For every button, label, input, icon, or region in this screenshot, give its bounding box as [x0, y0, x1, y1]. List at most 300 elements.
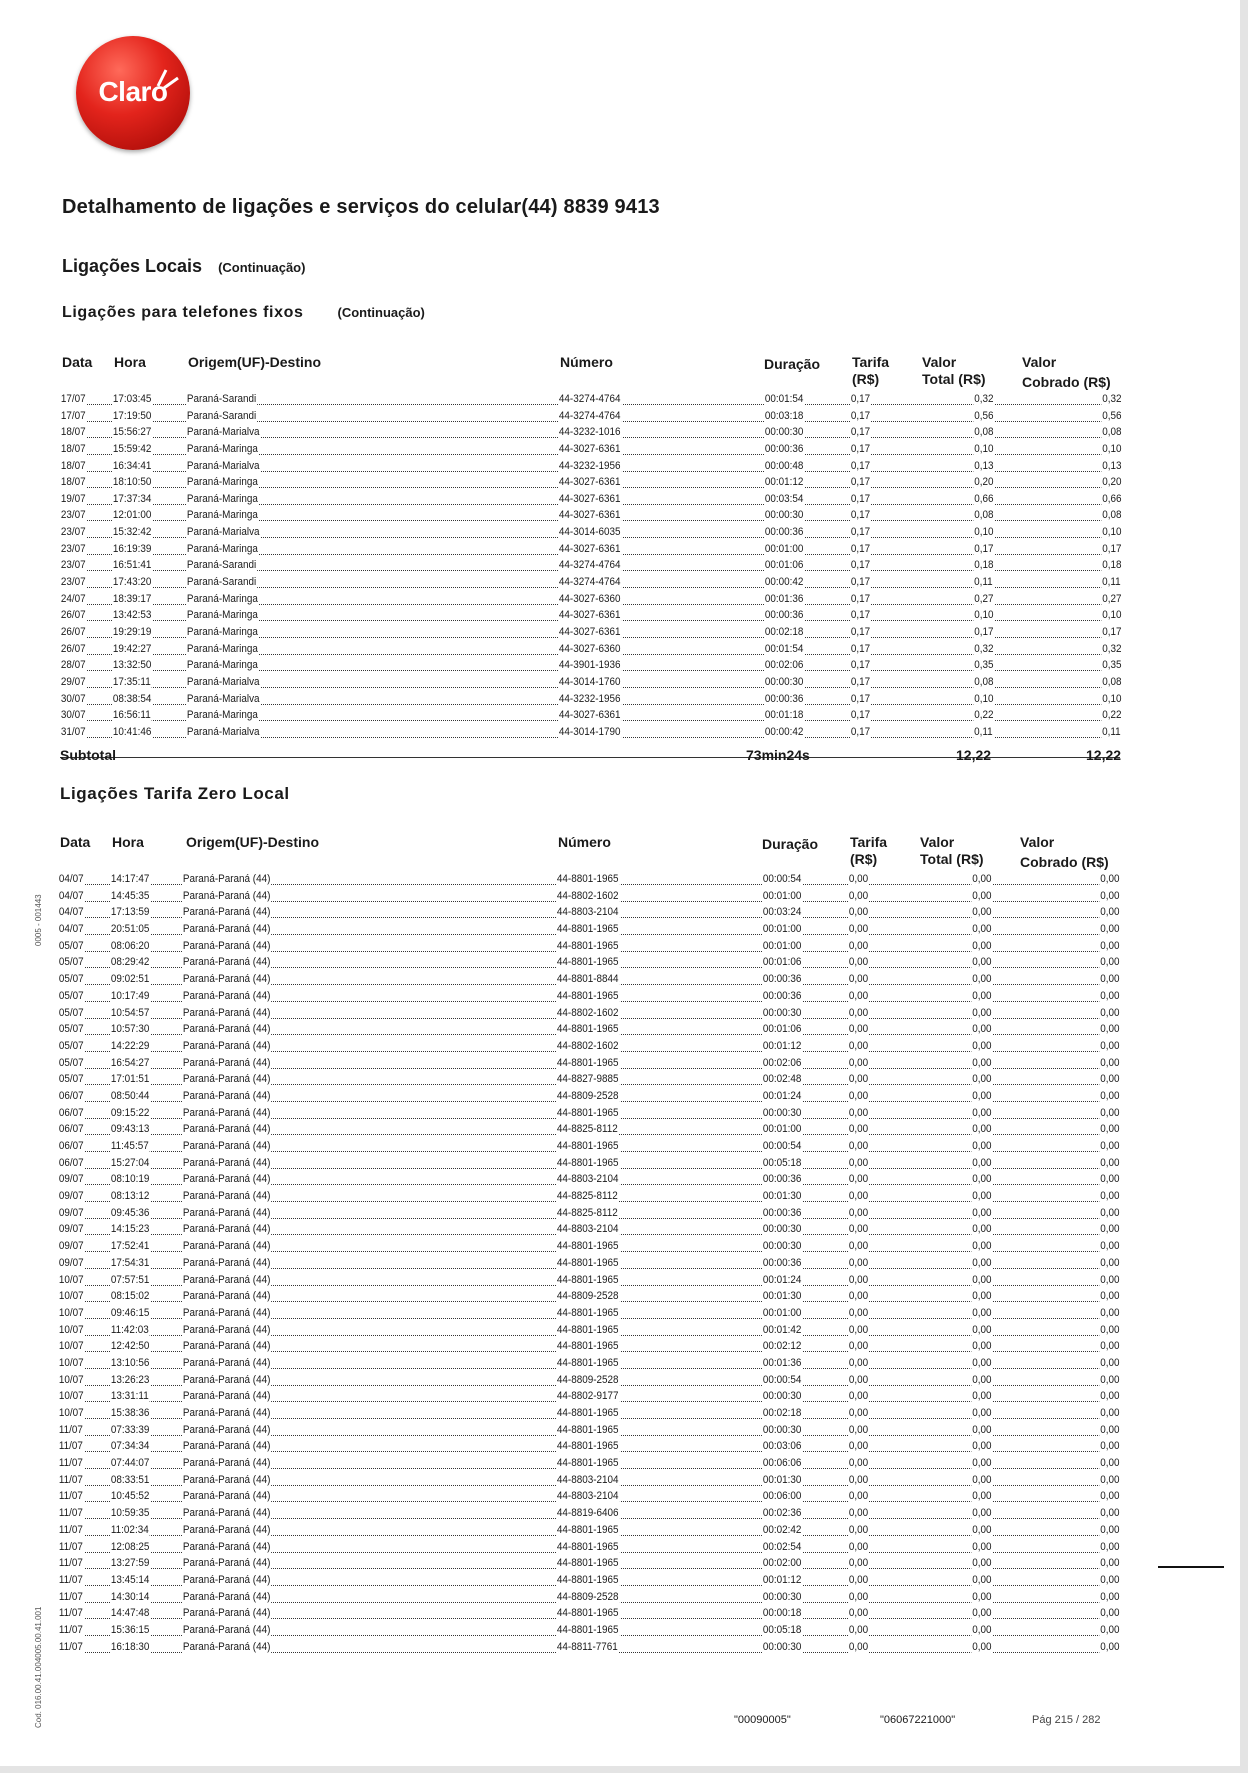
cell-origem: Paraná-Paraná (44) — [182, 1073, 271, 1086]
cell-hora: 17:43:20 — [112, 576, 152, 589]
margin-code-top: 0005 - 001443 — [34, 894, 43, 946]
cell-origem: Paraná-Paraná (44) — [182, 906, 271, 919]
cell-numero: 44-8801-1965 — [556, 1156, 619, 1169]
cell-tarifa: 0,17 — [850, 609, 871, 622]
cell-valor-total: 0,00 — [971, 1089, 992, 1102]
cell-duracao: 00:00:36 — [762, 1206, 802, 1219]
cell-duracao: 00:01:06 — [762, 956, 802, 969]
cell-origem: Paraná-Paraná (44) — [182, 1507, 271, 1520]
table-row — [0, 1640, 1248, 1657]
cell-hora: 09:15:22 — [110, 1106, 150, 1119]
table-row — [0, 425, 1248, 442]
cell-duracao: 00:01:06 — [764, 559, 804, 572]
table-row — [0, 708, 1248, 725]
cell-numero: 44-3274-4764 — [558, 409, 621, 422]
cell-valor-cobrado: 0,22 — [1101, 709, 1122, 722]
cell-data: 10/07 — [58, 1407, 84, 1419]
cell-hora: 07:34:34 — [110, 1440, 150, 1453]
cell-duracao: 00:01:36 — [762, 1356, 802, 1369]
cell-valor-cobrado: 0,00 — [1099, 1206, 1120, 1219]
cell-hora: 13:32:50 — [112, 659, 152, 672]
table-row — [0, 1590, 1248, 1607]
cell-tarifa: 0,17 — [850, 409, 871, 422]
cell-duracao: 00:03:18 — [764, 409, 804, 422]
table-row — [0, 1239, 1248, 1256]
cell-valor-total: 0,00 — [971, 1473, 992, 1486]
table-row — [0, 1473, 1248, 1490]
cell-duracao: 00:00:30 — [762, 1006, 802, 1019]
cell-hora: 14:47:48 — [110, 1607, 150, 1620]
cell-numero: 44-8802-1602 — [556, 889, 619, 902]
cell-numero: 44-3014-6035 — [558, 526, 621, 539]
cell-valor-total: 0,00 — [971, 1640, 992, 1653]
cell-duracao: 00:01:12 — [762, 1573, 802, 1586]
cell-valor-cobrado: 0,00 — [1099, 1407, 1120, 1419]
cell-hora: 14:45:35 — [110, 889, 150, 902]
cell-tarifa: 0,00 — [848, 973, 869, 986]
cell-hora: 11:42:03 — [110, 1323, 149, 1336]
cell-tarifa: 0,00 — [848, 923, 869, 936]
cell-origem: Paraná-Paraná (44) — [182, 1590, 271, 1603]
cell-numero: 44-8801-1965 — [556, 1273, 619, 1286]
cell-valor-cobrado: 0,00 — [1099, 1623, 1120, 1636]
cell-duracao: 00:00:36 — [762, 973, 802, 986]
cell-data: 10/07 — [58, 1356, 84, 1369]
cell-hora: 13:26:23 — [110, 1373, 150, 1386]
cell-origem: Paraná-Maringa — [186, 442, 258, 455]
cell-duracao: 00:06:00 — [762, 1490, 802, 1503]
cell-data: 09/07 — [58, 1173, 84, 1186]
cell-data: 11/07 — [58, 1540, 83, 1553]
header2-hora: Hora — [112, 834, 144, 850]
cell-numero: 44-8801-1965 — [556, 873, 619, 885]
cell-origem: Paraná-Maringa — [186, 659, 258, 672]
cell-valor-total: 0,10 — [973, 442, 994, 455]
cell-duracao: 00:00:30 — [762, 1223, 802, 1236]
cell-hora: 15:27:04 — [110, 1156, 150, 1169]
cell-duracao: 00:03:24 — [762, 906, 802, 919]
cell-hora: 16:18:30 — [110, 1640, 150, 1653]
cell-data: 18/07 — [60, 426, 86, 439]
cell-tarifa: 0,17 — [850, 642, 871, 655]
cell-tarifa: 0,00 — [848, 889, 869, 902]
cell-tarifa: 0,00 — [848, 1290, 869, 1303]
cell-duracao: 00:00:48 — [764, 459, 804, 472]
cell-data: 11/07 — [58, 1623, 83, 1636]
cell-hora: 17:13:59 — [110, 906, 150, 919]
cell-hora: 10:57:30 — [110, 1023, 150, 1036]
cell-numero: 44-3014-1760 — [558, 675, 621, 688]
cell-valor-cobrado: 0,00 — [1099, 1557, 1120, 1570]
section2-title: Ligações Tarifa Zero Local — [60, 784, 290, 803]
cell-duracao: 00:00:54 — [762, 873, 802, 885]
cell-tarifa: 0,17 — [850, 459, 871, 472]
cell-numero: 44-8801-1965 — [556, 1407, 619, 1419]
cell-origem: Paraná-Sarandi — [186, 409, 257, 422]
cell-duracao: 00:00:54 — [762, 1373, 802, 1386]
table-row — [0, 1540, 1248, 1557]
cell-tarifa: 0,00 — [848, 1190, 869, 1203]
cell-tarifa: 0,00 — [848, 1156, 869, 1169]
cell-data: 05/07 — [58, 1023, 84, 1036]
cell-data: 11/07 — [58, 1440, 83, 1453]
cell-valor-cobrado: 0,00 — [1099, 906, 1120, 919]
cell-tarifa: 0,00 — [848, 1089, 869, 1102]
cell-duracao: 00:02:00 — [762, 1557, 802, 1570]
cell-valor-cobrado: 0,11 — [1102, 576, 1122, 589]
cell-tarifa: 0,00 — [848, 1540, 869, 1553]
cell-duracao: 00:05:18 — [762, 1623, 802, 1636]
cell-valor-total: 0,00 — [971, 906, 992, 919]
cell-origem: Paraná-Marialva — [186, 675, 260, 688]
cell-valor-cobrado: 0,00 — [1099, 1290, 1120, 1303]
cell-hora: 12:08:25 — [110, 1540, 150, 1553]
cell-hora: 16:19:39 — [112, 542, 152, 555]
cell-valor-total: 0,00 — [971, 956, 992, 969]
cell-data: 05/07 — [58, 1073, 84, 1086]
footer-page: Pág 215 / 282 — [1032, 1714, 1101, 1726]
cell-origem: Paraná-Paraná (44) — [182, 1106, 271, 1119]
table-row — [0, 1456, 1248, 1473]
cell-hora: 19:29:19 — [112, 625, 152, 638]
cell-valor-cobrado: 0,27 — [1101, 592, 1122, 605]
cell-numero: 44-3027-6361 — [558, 509, 621, 522]
cell-data: 09/07 — [58, 1223, 84, 1236]
cell-origem: Paraná-Paraná (44) — [182, 1473, 271, 1486]
cell-valor-cobrado: 0,08 — [1101, 675, 1122, 688]
cell-data: 19/07 — [60, 492, 86, 505]
cell-origem: Paraná-Maringa — [186, 625, 258, 638]
cell-valor-cobrado: 0,00 — [1099, 1440, 1120, 1453]
cell-valor-cobrado: 0,00 — [1099, 1573, 1120, 1586]
cell-data: 06/07 — [58, 1156, 84, 1169]
cell-duracao: 00:00:30 — [762, 1423, 802, 1436]
cell-hora: 10:41:46 — [112, 725, 152, 738]
cell-valor-cobrado: 0,35 — [1101, 659, 1122, 672]
cell-valor-cobrado: 0,08 — [1101, 509, 1122, 522]
header-duracao: Duração — [764, 356, 821, 372]
cell-origem: Paraná-Paraná (44) — [182, 1423, 271, 1436]
cell-hora: 08:38:54 — [112, 692, 152, 705]
cell-duracao: 00:00:30 — [764, 426, 804, 439]
cell-duracao: 00:01:30 — [762, 1290, 802, 1303]
cell-hora: 17:01:51 — [110, 1073, 150, 1086]
header2-origem: Origem(UF)-Destino — [186, 834, 319, 850]
cell-data: 10/07 — [58, 1373, 84, 1386]
cell-origem: Paraná-Paraná (44) — [182, 1039, 271, 1052]
cell-origem: Paraná-Maringa — [186, 642, 258, 655]
cell-hora: 16:56:11 — [112, 709, 151, 722]
cell-valor-total: 0,00 — [971, 1607, 992, 1620]
cell-duracao: 00:01:12 — [764, 476, 804, 489]
table-row — [0, 1006, 1248, 1023]
cell-valor-cobrado: 0,00 — [1099, 1306, 1120, 1319]
cell-numero: 44-8803-2104 — [556, 1173, 619, 1186]
cell-origem: Paraná-Paraná (44) — [182, 1190, 271, 1203]
cell-hora: 17:52:41 — [110, 1240, 150, 1253]
subsection-subtitle: (Continuação) — [337, 305, 425, 320]
cell-valor-total: 0,00 — [971, 873, 992, 885]
cell-data: 28/07 — [60, 659, 86, 672]
header2-valor-cobrado-line2: Cobrado (R$) — [1020, 854, 1109, 870]
cell-valor-total: 0,56 — [973, 409, 994, 422]
header2-data: Data — [60, 834, 91, 850]
header-numero: Número — [560, 354, 613, 370]
cell-hora: 08:06:20 — [110, 939, 150, 952]
cell-duracao: 00:02:36 — [762, 1507, 802, 1520]
cell-valor-cobrado: 0,00 — [1099, 1590, 1120, 1603]
cell-hora: 07:57:51 — [110, 1273, 150, 1286]
cell-origem: Paraná-Paraná (44) — [182, 1440, 271, 1453]
table-row — [0, 1156, 1248, 1173]
table-row — [0, 1039, 1248, 1056]
cell-data: 05/07 — [58, 989, 84, 1002]
cell-data: 23/07 — [60, 576, 86, 589]
claro-logo — [76, 36, 190, 150]
cell-numero: 44-3014-1790 — [558, 725, 621, 738]
cell-valor-total: 0,00 — [971, 1006, 992, 1019]
cell-numero: 44-8801-1965 — [556, 1256, 619, 1269]
cell-valor-cobrado: 0,00 — [1099, 1156, 1120, 1169]
table-row — [0, 905, 1248, 922]
cell-duracao: 00:00:36 — [764, 609, 804, 622]
cell-tarifa: 0,00 — [848, 1607, 869, 1620]
table-row — [0, 1523, 1248, 1540]
cell-data: 05/07 — [58, 1039, 84, 1052]
cell-duracao: 00:05:18 — [762, 1156, 802, 1169]
cell-origem: Paraná-Marialva — [186, 426, 260, 439]
cell-numero: 44-3027-6361 — [558, 625, 621, 638]
table-row — [0, 1139, 1248, 1156]
cell-hora: 10:17:49 — [110, 989, 150, 1002]
cell-tarifa: 0,17 — [850, 542, 871, 555]
cell-tarifa: 0,00 — [848, 873, 869, 885]
cell-valor-total: 0,00 — [971, 1023, 992, 1036]
cell-hora: 14:15:23 — [110, 1223, 150, 1236]
cell-valor-cobrado: 0,00 — [1099, 1323, 1120, 1336]
header-tarifa-line1: Tarifa — [852, 354, 890, 370]
cell-tarifa: 0,17 — [850, 659, 871, 672]
cell-data: 09/07 — [58, 1256, 84, 1269]
cell-numero: 44-8803-2104 — [556, 906, 619, 919]
header2-tarifa — [850, 834, 887, 868]
table-row — [0, 1423, 1248, 1440]
header-tarifa — [852, 354, 889, 388]
subsection-title — [62, 304, 425, 322]
cell-valor-total: 0,00 — [971, 1273, 992, 1286]
cell-hora: 17:37:34 — [112, 492, 152, 505]
cell-tarifa: 0,00 — [848, 1039, 869, 1052]
cell-valor-total: 0,00 — [971, 1523, 992, 1536]
table-row — [0, 442, 1248, 459]
cell-tarifa: 0,00 — [848, 1590, 869, 1603]
header2-tarifa-line1: Tarifa — [850, 834, 888, 850]
cell-valor-total: 0,00 — [971, 1390, 992, 1403]
cell-numero: 44-3027-6361 — [558, 542, 621, 555]
cell-data: 10/07 — [58, 1323, 84, 1336]
table-row — [0, 1172, 1248, 1189]
cell-duracao: 00:01:30 — [762, 1190, 802, 1203]
table-local-fixos — [0, 392, 1248, 741]
cell-hora: 15:56:27 — [112, 426, 152, 439]
cell-origem: Paraná-Marialva — [186, 725, 260, 738]
cell-data: 18/07 — [60, 442, 86, 455]
cell-valor-total: 0,11 — [974, 576, 994, 589]
cell-tarifa: 0,17 — [850, 559, 871, 572]
cell-valor-total: 0,00 — [971, 889, 992, 902]
cell-numero: 44-8801-1965 — [556, 1356, 619, 1369]
cell-valor-total: 0,00 — [971, 1290, 992, 1303]
cell-origem: Paraná-Paraná (44) — [182, 1273, 271, 1286]
cell-duracao: 00:00:36 — [762, 1256, 802, 1269]
header2-tarifa-line2: (R$) — [850, 851, 878, 867]
cell-valor-cobrado: 0,00 — [1099, 989, 1120, 1002]
cell-valor-total: 0,00 — [971, 1106, 992, 1119]
cell-data: 06/07 — [58, 1089, 84, 1102]
cell-origem: Paraná-Sarandi — [186, 576, 257, 589]
page-title: Detalhamento de ligações e serviços do celular(44) 8839 9413 — [62, 196, 660, 218]
cell-numero: 44-3274-4764 — [558, 559, 621, 572]
cell-hora: 17:03:45 — [112, 393, 152, 405]
cell-data: 30/07 — [60, 692, 86, 705]
cell-duracao: 00:01:12 — [762, 1039, 802, 1052]
cell-origem: Paraná-Paraná (44) — [182, 1607, 271, 1620]
cell-tarifa: 0,00 — [848, 1507, 869, 1520]
table-row — [0, 939, 1248, 956]
cell-valor-cobrado: 0,32 — [1101, 393, 1122, 405]
section-subtitle: (Continuação) — [218, 260, 306, 275]
table-row — [0, 1573, 1248, 1590]
cell-tarifa: 0,00 — [848, 1323, 869, 1336]
cell-duracao: 00:02:42 — [762, 1523, 802, 1536]
cell-valor-cobrado: 0,00 — [1099, 1056, 1120, 1069]
cell-hora: 18:10:50 — [112, 476, 152, 489]
cell-numero: 44-8801-1965 — [556, 1023, 619, 1036]
cell-data: 26/07 — [60, 609, 86, 622]
cell-numero: 44-8825-8112 — [556, 1123, 618, 1136]
cell-valor-cobrado: 0,00 — [1099, 923, 1120, 936]
cell-duracao: 00:01:00 — [762, 939, 802, 952]
cell-numero: 44-8801-1965 — [556, 1306, 619, 1319]
cell-valor-total: 0,66 — [973, 492, 994, 505]
cell-numero: 44-8801-1965 — [556, 1140, 619, 1152]
header2-valor-cobrado — [1020, 834, 1109, 871]
cell-origem: Paraná-Paraná (44) — [182, 1340, 271, 1353]
cell-tarifa: 0,00 — [848, 1256, 869, 1269]
cell-valor-total: 0,00 — [971, 1206, 992, 1219]
cell-valor-total: 0,00 — [971, 1373, 992, 1386]
cell-duracao: 00:02:06 — [762, 1056, 802, 1069]
cell-valor-total: 0,00 — [971, 1340, 992, 1353]
cell-valor-cobrado: 0,18 — [1101, 559, 1122, 572]
cell-hora: 18:39:17 — [112, 592, 152, 605]
cell-data: 05/07 — [58, 973, 84, 986]
section-title-text: Ligações Locais — [62, 256, 203, 276]
table-row — [0, 972, 1248, 989]
cell-duracao: 00:02:48 — [762, 1073, 802, 1086]
cell-data: 10/07 — [58, 1306, 84, 1319]
cell-data: 11/07 — [58, 1507, 83, 1520]
cell-origem: Paraná-Paraná (44) — [182, 1006, 271, 1019]
cell-hora: 14:30:14 — [110, 1590, 150, 1603]
cell-hora: 14:17:47 — [110, 873, 150, 885]
cell-duracao: 00:00:30 — [762, 1390, 802, 1403]
cell-hora: 08:50:44 — [110, 1089, 150, 1102]
cell-data: 04/07 — [58, 906, 84, 919]
cell-data: 11/07 — [58, 1607, 83, 1620]
cell-duracao: 00:01:30 — [762, 1473, 802, 1486]
cell-duracao: 00:02:18 — [762, 1407, 802, 1419]
cell-valor-cobrado: 0,00 — [1099, 1106, 1120, 1119]
cell-duracao: 00:03:54 — [764, 492, 804, 505]
cell-valor-cobrado: 0,00 — [1099, 1423, 1120, 1436]
cell-tarifa: 0,00 — [848, 1573, 869, 1586]
cell-valor-cobrado: 0,10 — [1101, 692, 1122, 705]
cell-numero: 44-3274-4764 — [558, 576, 621, 589]
cell-tarifa: 0,00 — [848, 1023, 869, 1036]
cell-origem: Paraná-Paraná (44) — [182, 1490, 271, 1503]
cell-hora: 20:51:05 — [110, 923, 150, 936]
table-row — [0, 1122, 1248, 1139]
cell-data: 10/07 — [58, 1290, 84, 1303]
cell-tarifa: 0,17 — [850, 725, 871, 738]
cell-hora: 08:33:51 — [110, 1473, 150, 1486]
cell-data: 26/07 — [60, 642, 86, 655]
table-row — [0, 392, 1248, 409]
cell-data: 05/07 — [58, 956, 84, 969]
cell-origem: Paraná-Marialva — [186, 526, 260, 539]
cell-data: 26/07 — [60, 625, 86, 638]
cell-hora: 15:38:36 — [110, 1407, 150, 1419]
cell-valor-cobrado: 0,00 — [1099, 1457, 1120, 1470]
cell-data: 11/07 — [58, 1457, 83, 1470]
table-row — [0, 922, 1248, 939]
cell-data: 11/07 — [58, 1640, 83, 1653]
cell-data: 04/07 — [58, 873, 84, 885]
header2-valor-total — [920, 834, 984, 868]
cell-origem: Paraná-Maringa — [186, 492, 258, 505]
cell-hora: 15:32:42 — [112, 526, 152, 539]
cell-valor-total: 0,00 — [971, 1623, 992, 1636]
cell-data: 11/07 — [58, 1473, 83, 1486]
cell-tarifa: 0,17 — [850, 709, 871, 722]
table-row — [0, 1306, 1248, 1323]
cell-data: 06/07 — [58, 1123, 84, 1136]
cell-hora: 10:54:57 — [110, 1006, 150, 1019]
header-valor-total-line1: Valor — [922, 354, 957, 370]
cell-valor-cobrado: 0,00 — [1099, 1340, 1120, 1353]
cell-tarifa: 0,00 — [848, 1523, 869, 1536]
cell-numero: 44-8801-1965 — [556, 1573, 619, 1586]
cell-numero: 44-8801-1965 — [556, 1440, 619, 1453]
cell-valor-cobrado: 0,08 — [1101, 426, 1122, 439]
cell-duracao: 00:01:00 — [762, 1306, 802, 1319]
cell-tarifa: 0,00 — [848, 1457, 869, 1470]
table-row — [0, 642, 1248, 659]
cell-numero: 44-8809-2528 — [556, 1290, 619, 1303]
cell-origem: Paraná-Paraná (44) — [182, 1306, 271, 1319]
cell-origem: Paraná-Paraná (44) — [182, 1373, 271, 1386]
table-row — [0, 675, 1248, 692]
cell-valor-cobrado: 0,00 — [1099, 1490, 1120, 1503]
cell-valor-total: 0,00 — [971, 973, 992, 986]
cell-valor-total: 0,13 — [973, 459, 994, 472]
header-valor-total-line2: Total (R$) — [922, 371, 986, 387]
cell-origem: Paraná-Maringa — [186, 592, 258, 605]
cell-valor-cobrado: 0,00 — [1099, 956, 1120, 969]
table-row — [0, 1206, 1248, 1223]
table-row — [0, 508, 1248, 525]
